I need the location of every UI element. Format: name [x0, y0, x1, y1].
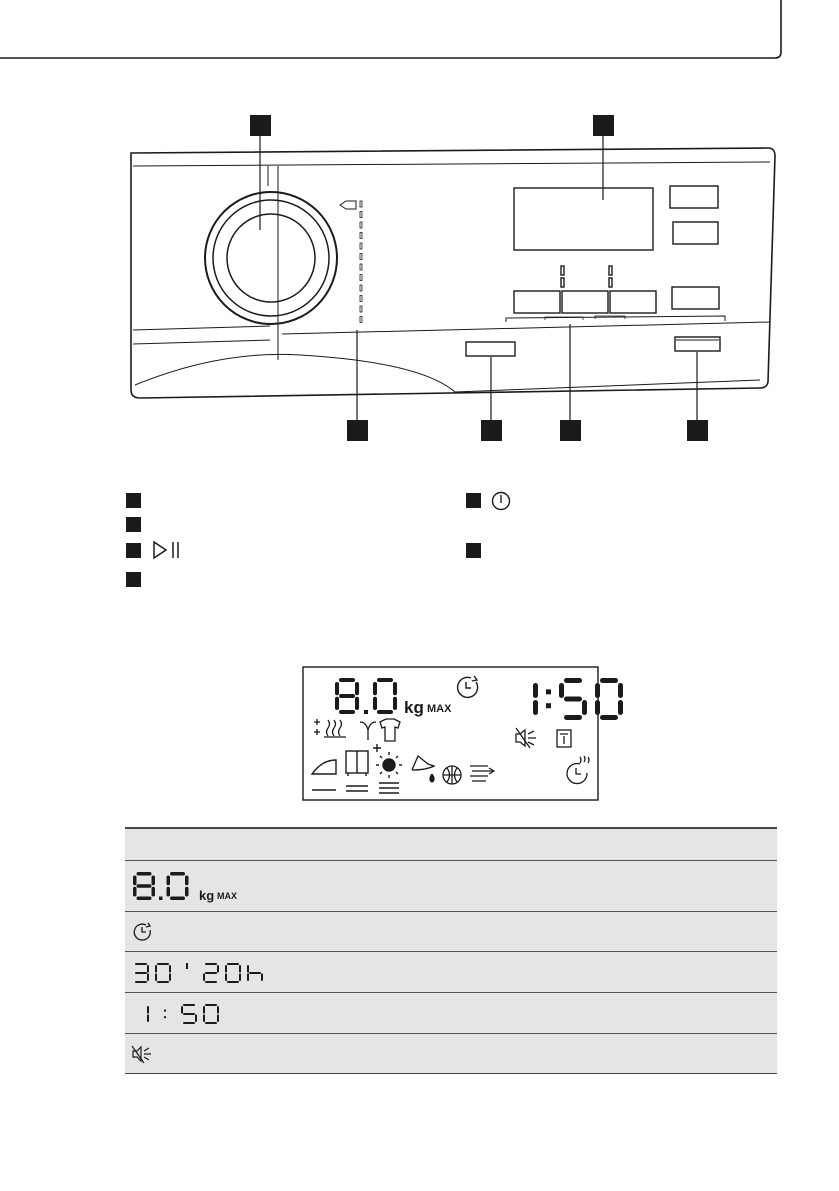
display-load-segment — [373, 682, 377, 695]
callout-dial — [250, 115, 271, 136]
legend-square-1 — [126, 493, 141, 508]
callout-programme-leds — [347, 420, 368, 441]
table-time-segment — [147, 1014, 149, 1022]
table-load-segment — [137, 872, 152, 876]
table-time-segment — [217, 1014, 219, 1022]
sound-off-symbol — [131, 1034, 157, 1073]
table-delay-segment — [227, 981, 239, 983]
table-load-segment — [170, 897, 185, 901]
display-time-segment — [595, 700, 600, 715]
time-symbol — [131, 993, 251, 1033]
display-symbols-table — [125, 827, 777, 1074]
display-load-segment — [377, 710, 393, 714]
programme-led — [360, 254, 362, 260]
table-delay-segment — [157, 963, 169, 965]
delay-time-readout — [131, 957, 271, 987]
table-row — [125, 911, 777, 951]
table-delay-segment — [249, 972, 261, 974]
table-header — [125, 829, 777, 860]
table-time-segment — [195, 1014, 197, 1022]
table-delay-segment — [239, 965, 241, 973]
table-load-segment — [167, 876, 171, 886]
programme-led — [360, 264, 362, 270]
display-time-segment — [582, 700, 587, 715]
table-load-segment — [152, 876, 156, 886]
display-time-segment — [600, 678, 618, 683]
wifi-globe-icon — [443, 766, 461, 784]
display-load-segment — [335, 697, 339, 710]
programme-led — [360, 296, 362, 302]
callout-display — [593, 115, 614, 136]
table-delay-apostrophe — [186, 963, 188, 969]
callout-start-pause — [481, 420, 502, 441]
table-delay-segment — [227, 963, 239, 965]
cupboard-icon — [346, 744, 381, 791]
display-load-segment — [355, 682, 359, 695]
legend-square-5 — [466, 493, 481, 508]
display-load-dot — [364, 710, 368, 714]
table-time-segment — [205, 1004, 217, 1006]
programme-led — [360, 285, 362, 291]
table-delay-segment — [205, 972, 217, 974]
sound-off-display-icon — [516, 728, 536, 748]
table-delay-segment — [155, 965, 157, 973]
table-load-segment — [185, 876, 189, 886]
display-time-segment — [564, 697, 582, 702]
table-load-segment — [152, 887, 156, 897]
display-load-segment — [355, 697, 359, 710]
table-delay-segment — [225, 973, 227, 981]
table-delay-segment — [225, 965, 227, 973]
steam-icon — [567, 756, 589, 784]
table-time-segment — [181, 1006, 183, 1014]
table-delay-segment — [247, 965, 249, 973]
table-time-segment — [147, 1006, 149, 1014]
load-symbol-icon — [131, 868, 241, 904]
table-delay-segment — [155, 973, 157, 981]
table-delay-segment — [217, 965, 219, 973]
display-time-segment — [564, 715, 582, 720]
table-load-segment — [133, 876, 137, 886]
control-panel-illustration — [0, 0, 839, 460]
table-delay-segment — [157, 981, 169, 983]
table-delay-segment — [205, 981, 217, 983]
display-load-segment — [335, 682, 339, 695]
table-load-segment — [185, 887, 189, 897]
display-load-segment — [393, 682, 397, 695]
delay-clock-icon — [131, 920, 155, 944]
power-icon — [490, 490, 512, 512]
display-time-segment — [600, 715, 618, 720]
sun-icon — [376, 752, 402, 793]
programme-led — [360, 306, 362, 312]
table-time-segment — [205, 1022, 217, 1024]
display-time-colon — [546, 703, 551, 708]
start-pause-icon — [152, 540, 186, 560]
table-delay-segment — [169, 965, 171, 973]
table-time-colon — [164, 1016, 166, 1018]
spin-icon — [360, 722, 376, 740]
shirt-icon — [380, 719, 400, 741]
delay-clock-icon — [458, 676, 478, 697]
display-load-max: MAX — [427, 703, 452, 715]
table-delay-segment — [247, 973, 249, 981]
display-time-segment — [618, 700, 623, 715]
legend-square-4 — [126, 572, 141, 587]
table-delay-segment — [169, 973, 171, 981]
table-delay-segment — [203, 973, 205, 981]
table-delay-segment — [135, 972, 147, 974]
display-time-colon — [546, 689, 551, 694]
display-load-segment — [339, 694, 355, 698]
display-time-segment — [533, 683, 538, 698]
display-load-segment — [339, 678, 355, 682]
table-row — [125, 860, 777, 911]
table-row — [125, 1033, 777, 1073]
table-delay-segment — [147, 965, 149, 973]
table-load-segment — [167, 887, 171, 897]
display-load-unit: kg — [404, 698, 424, 717]
table-row — [125, 951, 777, 992]
table-time-segment — [183, 1022, 195, 1024]
display-load-digits — [335, 678, 397, 714]
iron-icon — [312, 760, 336, 790]
table-load-segment — [137, 884, 152, 888]
table-time-segment — [203, 1006, 205, 1014]
programme-led — [360, 212, 362, 218]
programme-led — [360, 201, 362, 207]
table-load-segment — [137, 897, 152, 901]
table-delay-segment — [239, 973, 241, 981]
programme-led — [360, 275, 362, 281]
delay-time-symbol — [131, 952, 271, 992]
legend-square-3 — [126, 543, 141, 558]
legend-square-6 — [466, 543, 481, 558]
time-readout — [131, 998, 251, 1028]
table-time-colon — [164, 1010, 166, 1012]
display-time-segment — [564, 678, 582, 683]
programme-led — [360, 243, 362, 249]
display-load-segment — [377, 678, 393, 682]
programme-led — [360, 317, 362, 323]
display-load-segment — [393, 697, 397, 710]
jet-icon — [470, 766, 494, 781]
table-time-segment — [183, 1013, 195, 1015]
table-load-segment — [133, 887, 137, 897]
extra-rinse-icon — [314, 719, 346, 737]
legend-square-2 — [126, 517, 141, 532]
display-time-segment — [595, 683, 600, 698]
sound-off-icon — [131, 1043, 157, 1065]
table-load-dot — [159, 897, 163, 901]
load-symbol — [131, 861, 241, 911]
table-time-segment — [183, 1004, 195, 1006]
callout-power — [687, 420, 708, 441]
table-delay-segment — [147, 973, 149, 981]
display-time-segment — [559, 683, 564, 698]
callout-option-buttons — [560, 420, 581, 441]
display-load-segment — [373, 697, 377, 710]
table-load-segment — [170, 872, 185, 876]
table-delay-segment — [135, 963, 147, 965]
table-time-segment — [217, 1006, 219, 1014]
table-load-max: MAX — [217, 891, 237, 901]
table-delay-segment — [135, 981, 147, 983]
table-row — [125, 992, 777, 1033]
table-time-segment — [203, 1014, 205, 1022]
display-time-digits — [533, 678, 623, 720]
programme-led — [360, 222, 362, 228]
table-delay-segment — [261, 973, 263, 981]
display-time-segment — [618, 683, 623, 698]
display-load-segment — [339, 710, 355, 714]
display-time-segment — [533, 700, 538, 715]
door-lock-icon — [557, 730, 571, 747]
drain-icon — [412, 756, 434, 782]
delay-clock-symbol — [131, 912, 155, 951]
table-delay-segment — [205, 963, 217, 965]
table-load-unit: kg — [199, 888, 215, 903]
programme-led — [360, 233, 362, 239]
